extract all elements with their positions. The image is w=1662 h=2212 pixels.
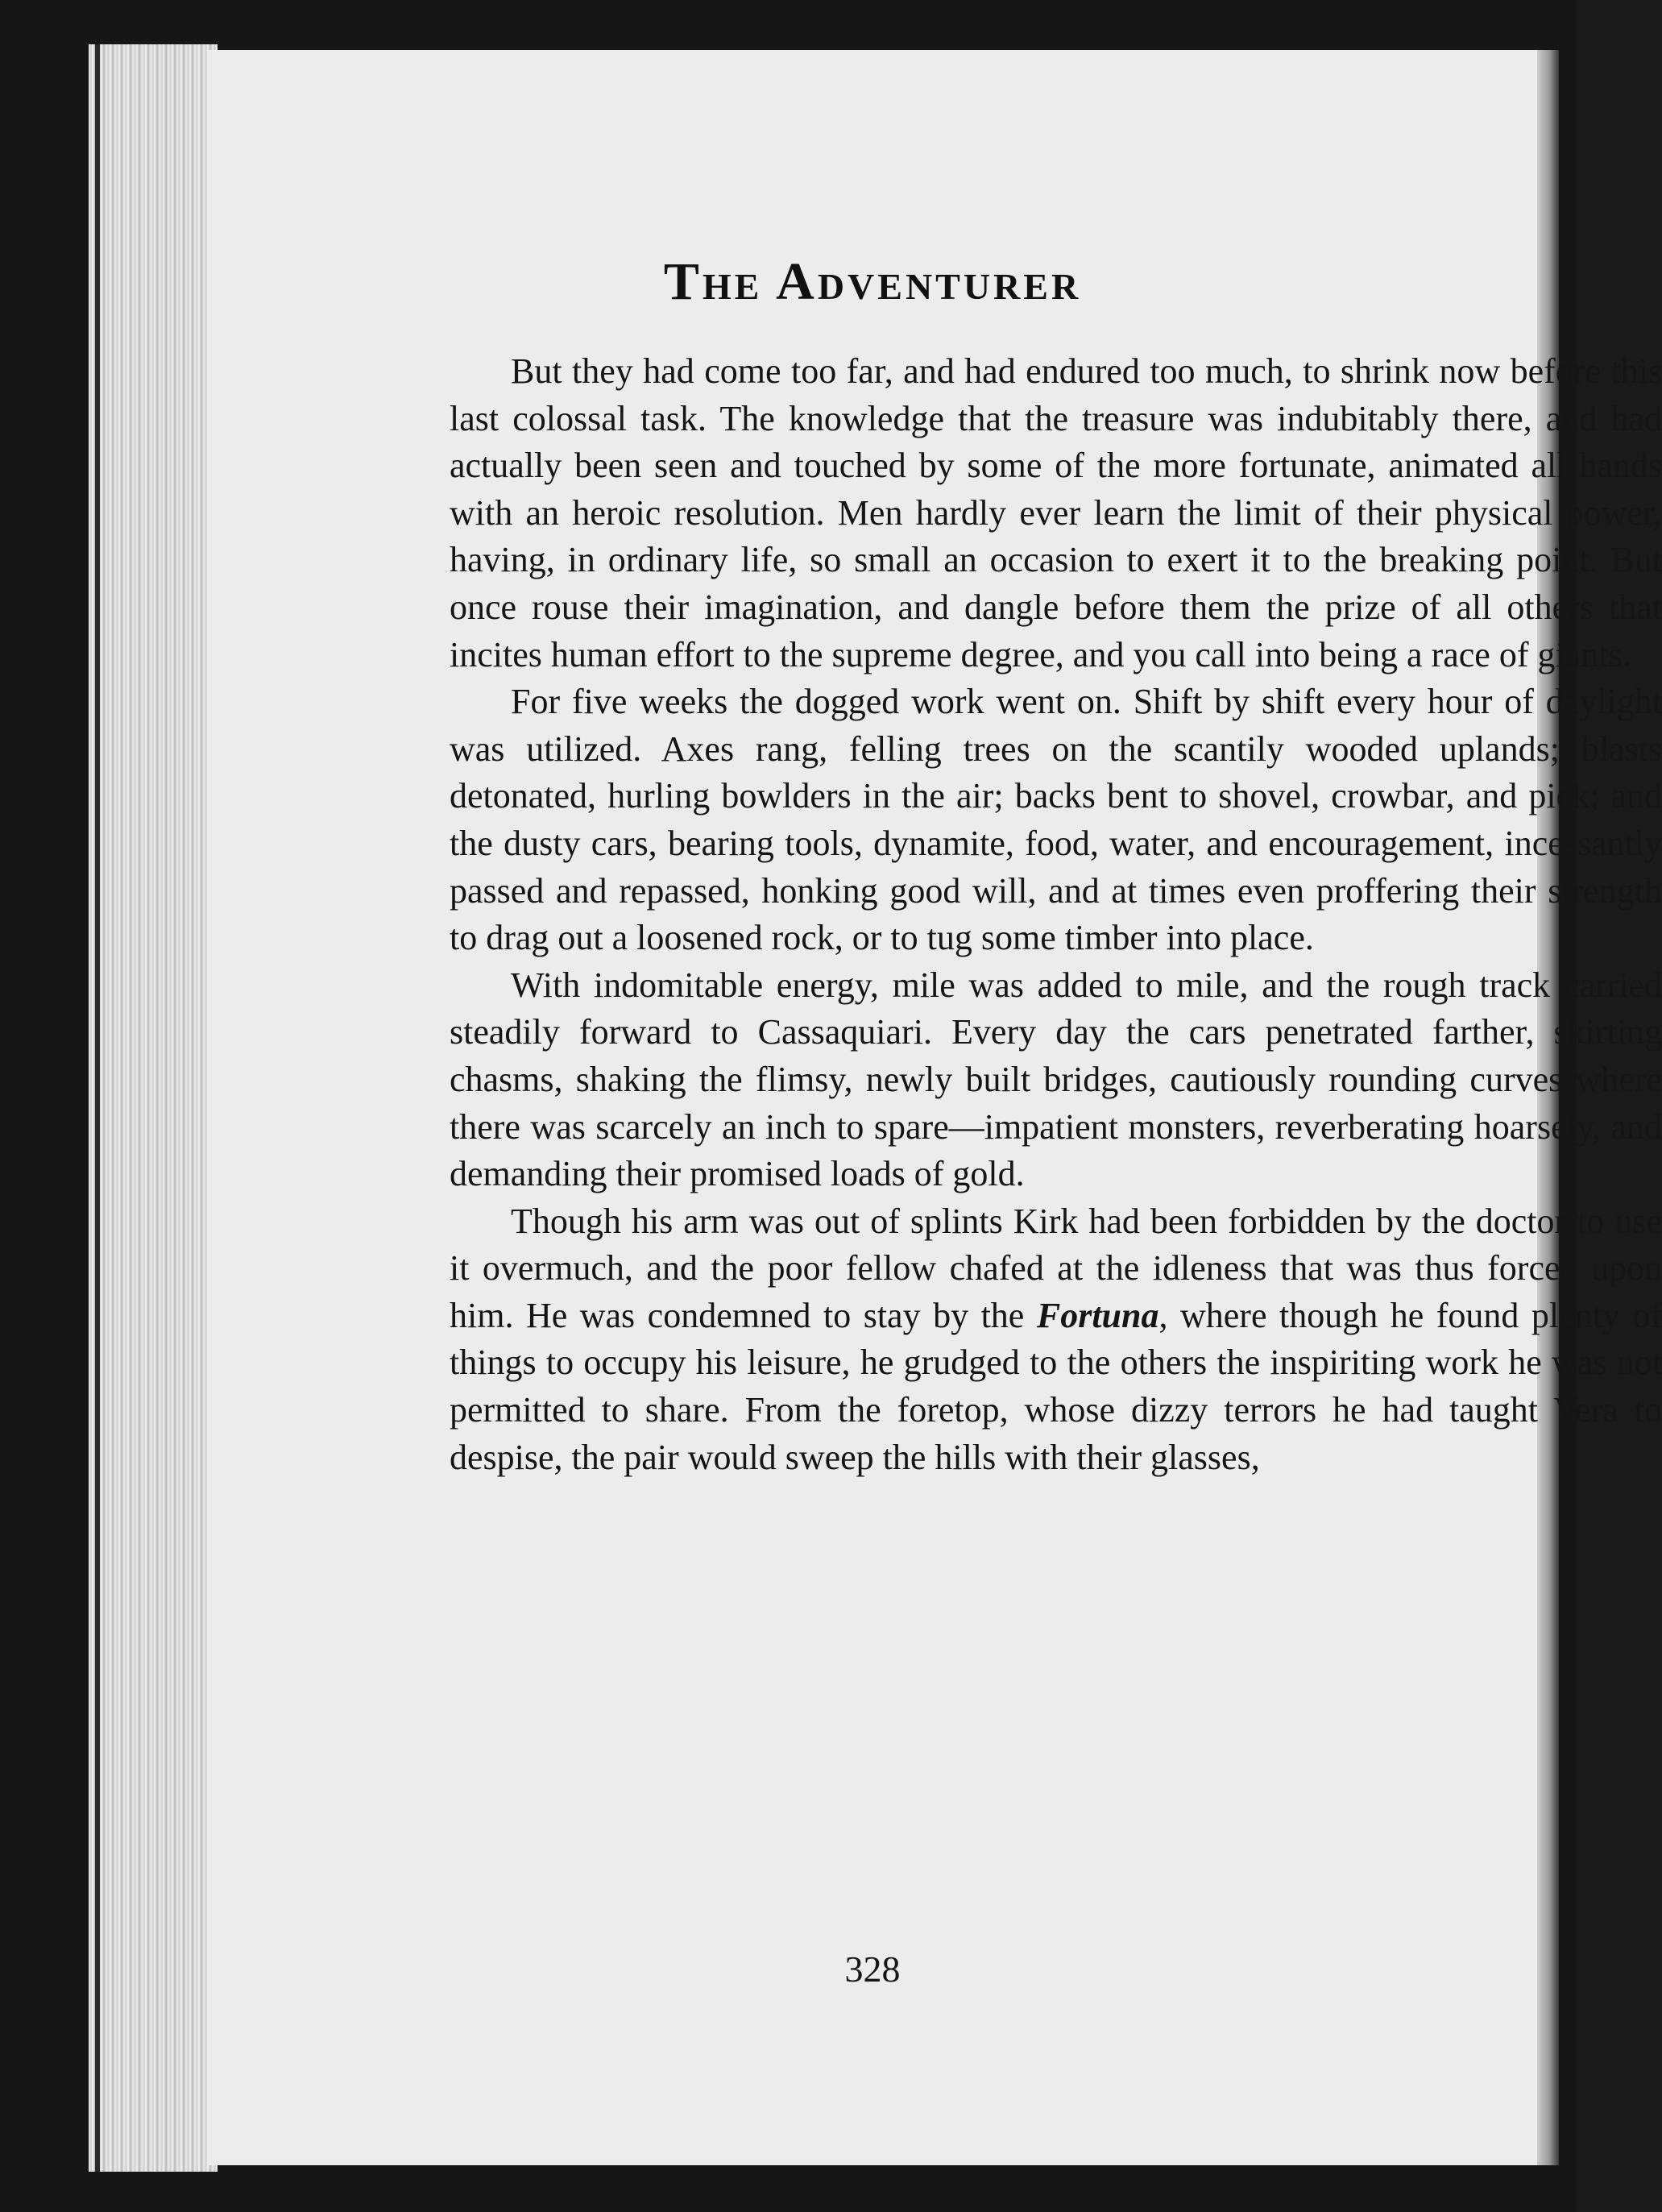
body-text (450, 348, 1662, 1481)
paragraph-3: With indomitable energy, mile was added to mile, and the rough track carried steadily forward to Cassaquiari. Every day the cars penetrated farther, skirting chasms, shaking the flimsy, newly built bridges, cautiously rounding curves where there was scarcely an inch to spare—impatient monsters, reverberating hoarsely, and demanding their promised loads of gold. (450, 965, 1662, 1194)
paragraph-4 (450, 1198, 1662, 1482)
paragraph-2: For five weeks the dogged work went on. Shift by shift every hour of daylight was utilized. Axes rang, felling trees on the scantily wooded uplands; blasts detonated, hurling bowlders in the air; backs bent to shovel, crowbar, and pick; and the dusty cars, bearing tools, dynamite, food, water, and encouragement, incessantly passed and repassed, honking good will, and at times even proffering their strength to drag out a loosened rock, or to tug some timber into place. (450, 682, 1662, 958)
running-head: The Adventurer (663, 252, 1082, 311)
paragraph-1: But they had come too far, and had endured too much, to shrink now before this last colossal task. The knowledge that the treasure was indubitably there, and had actually been seen and touched by some of the more fortunate, animated all hands with an heroic resolution. Men hardly ever learn the limit of their physical power, having, in ordinary life, so small an occasion to exert it to the breaking point. But once rouse their imagination, and dangle before them the prize of all others that incites human effort to the supreme degree, and you call into being a race of giants. (450, 351, 1662, 674)
page-paper (208, 50, 1662, 2165)
book-spine-shadow (95, 44, 100, 2172)
book-page-edges (89, 44, 218, 2172)
page-number: 328 (844, 1948, 901, 1990)
paragraph-4-part-2: , where though he found plenty of things to occupy his leisure, he grudged to the others the inspiriting work he was not permitted to share. From the foretop, whose dizzy terrors he had taught Vera to despise, the pair would sweep the hills with their glasses, (450, 1295, 1662, 1477)
ship-name: Fortuna (1036, 1295, 1159, 1335)
paragraph-4-part-1: Though his arm was out of splints Kirk had been forbidden by the doctor to use it overmuch, and the poor fellow chafed at the idleness that was thus forced upon him. He was condemned to stay by the (450, 1201, 1662, 1335)
